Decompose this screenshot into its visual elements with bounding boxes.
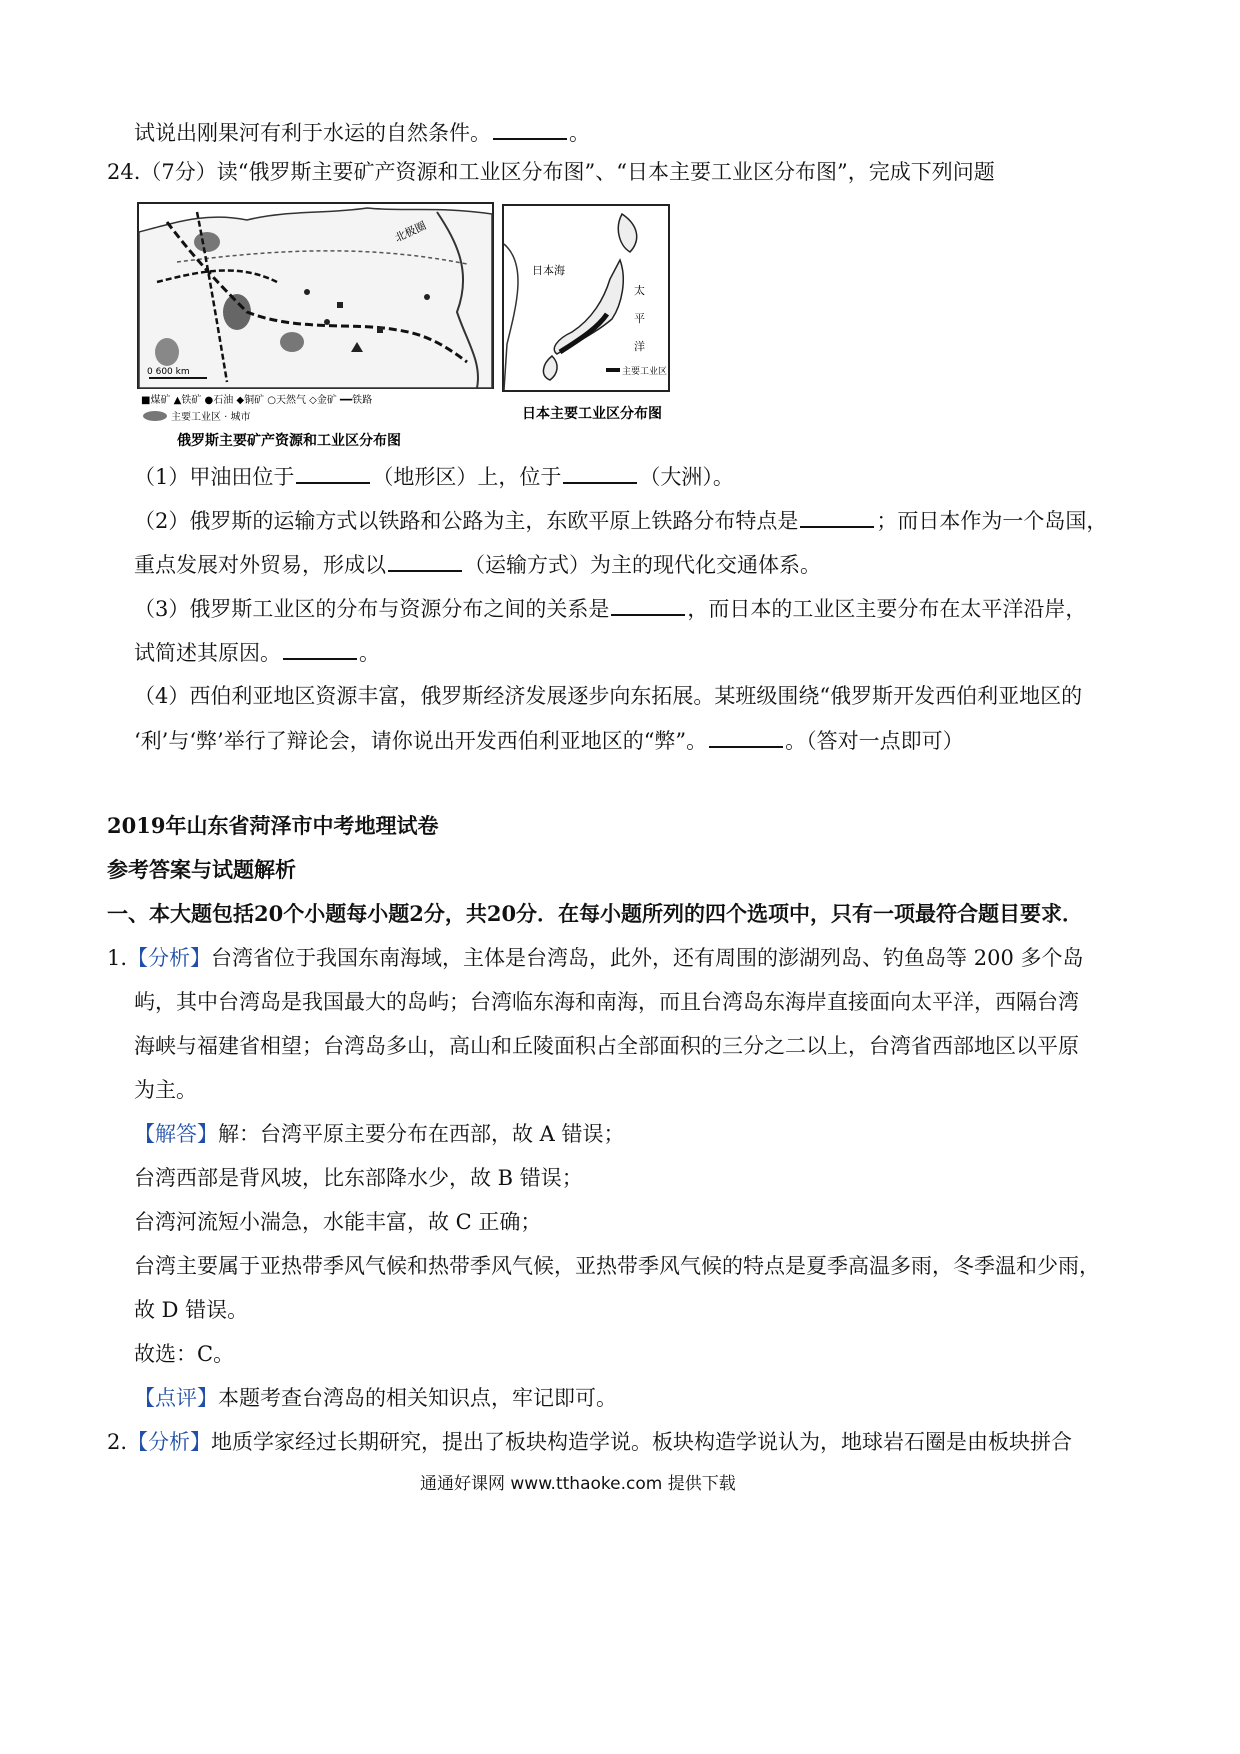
japan-map-caption: 日本主要工业区分布图 xyxy=(522,406,662,422)
answer-blank xyxy=(709,726,783,748)
russia-legend-line2: 主要工业区 · 城市 xyxy=(171,412,251,423)
answer-blank xyxy=(296,462,370,484)
russia-legend-line1: ■煤矿 ▲铁矿 ●石油 ◆铜矿 ○天然气 ◇金矿 ━━铁路 xyxy=(141,395,373,406)
q24-p4-line1: （4）西伯利亚地区资源丰富，俄罗斯经济发展逐步向东拓展。某班级围绕“俄罗斯开发西伯利亚地区的 xyxy=(134,684,1083,708)
answers-subtitle: 参考答案与试题解析 xyxy=(107,857,296,882)
q24-p4-text: ‘利’与‘弊’举行了辩论会，请你说出开发西伯利亚地区的“弊”。 xyxy=(134,729,708,753)
japan-map xyxy=(502,204,672,426)
analysis-tag: 【分析】 xyxy=(127,1430,212,1454)
analysis-tag: 【分析】 xyxy=(127,946,212,970)
russia-map xyxy=(137,202,494,452)
a1-solution-line4: 台湾主要属于亚热带季风气候和热带季风气候，亚热带季风气候的特点是夏季高温多雨，冬季温和少雨， xyxy=(134,1254,1100,1278)
q24-p4-line2 xyxy=(134,726,964,755)
industrial-region xyxy=(194,232,220,252)
answer-blank xyxy=(388,550,462,572)
a1-analysis-line3: 海峡与福建省相望；台湾岛多山，高山和丘陵面积占全部面积的三分之二以上，台湾省西部地区以平原 xyxy=(134,1034,1079,1058)
q24-p4-text: 。（答对一点即可） xyxy=(785,729,964,753)
answer-blank xyxy=(800,506,874,528)
ocean-char-3: 洋 xyxy=(634,340,645,353)
solution-text: 解：台湾平原主要分布在西部，故 A 错误； xyxy=(218,1122,625,1146)
answer-blank xyxy=(563,462,637,484)
q24-p3-text: （3）俄罗斯工业区的分布与资源分布之间的关系是 xyxy=(134,597,610,621)
arctic-label: 北极圈 xyxy=(392,218,429,245)
q24-p3-text: 试简述其原因。 xyxy=(134,641,281,665)
q24-p2-text: ；而日本作为一个岛国， xyxy=(876,509,1108,533)
q24-p1 xyxy=(134,462,734,491)
section-heading: 一、本大题包括20个小题每小题2分，共20分．在每小题所列的四个选项中，只有一项最符合题目要求． xyxy=(107,901,1084,926)
answer-blank xyxy=(611,594,685,616)
q24-p2-text: 重点发展对外贸易，形成以 xyxy=(134,553,386,577)
q24-p3-text: 。 xyxy=(359,641,380,665)
footer: 通通好课网 www.tthaoke.com 提供下载 xyxy=(420,1474,736,1494)
comment-text: 本题考查台湾岛的相关知识点，牢记即可。 xyxy=(218,1386,617,1410)
analysis-text: 台湾省位于我国东南海域，主体是台湾岛，此外，还有周围的澎湖列岛、钓鱼岛等 200 多个岛 xyxy=(211,946,1084,970)
answers-title: 2019年山东省菏泽市中考地理试卷 xyxy=(107,813,439,838)
q23-tail xyxy=(134,118,590,147)
q24-p3-line2 xyxy=(134,638,380,667)
answer-blank xyxy=(283,638,357,660)
a1-solution-line3: 台湾河流短小湍急，水能丰富，故 C 正确； xyxy=(134,1210,542,1234)
a1-solution-line2: 台湾西部是背风坡，比东部降水少，故 B 错误； xyxy=(134,1166,583,1190)
a1-analysis-line4: 为主。 xyxy=(134,1078,197,1102)
q24-p3-line1 xyxy=(134,594,1086,623)
scale-label: 0 600 km xyxy=(147,367,190,377)
a1-choice: 故选：C。 xyxy=(134,1342,235,1366)
q24-p2-line2 xyxy=(134,550,821,579)
q24-p1-text: （1）甲油田位于 xyxy=(134,465,295,489)
q24-p2-text: （2）俄罗斯的运输方式以铁路和公路为主，东欧平原上铁路分布特点是 xyxy=(134,509,799,533)
q24-p2-text: （运输方式）为主的现代化交通体系。 xyxy=(464,553,821,577)
a1-analysis-line2: 屿，其中台湾岛是我国最大的岛屿；台湾临东海和南海，而且台湾岛东海岸直接面向太平洋，西隔台湾 xyxy=(134,990,1079,1014)
ocean-char-2: 平 xyxy=(634,312,645,325)
q24-p2-line1 xyxy=(134,506,1107,535)
a1-analysis-line1 xyxy=(107,944,1083,972)
industrial-region xyxy=(280,332,304,352)
analysis-text: 地质学家经过长期研究，提出了板块构造学说。板块构造学说认为，地球岩石圈是由板块拼合 xyxy=(211,1430,1073,1454)
ocean-char-1: 太 xyxy=(634,284,645,297)
japan-sea-label: 日本海 xyxy=(532,264,565,277)
answer-blank xyxy=(493,118,567,140)
q24-p1-text: （地形区）上，位于 xyxy=(372,465,562,489)
q24-stem: 24.（7分）读“俄罗斯主要矿产资源和工业区分布图”、“日本主要工业区分布图”，完成下列问题 xyxy=(107,160,995,184)
industrial-region xyxy=(155,338,179,366)
solution-tag: 【解答】 xyxy=(134,1122,218,1146)
a1-comment xyxy=(134,1384,617,1412)
question-number: 2. xyxy=(107,1430,128,1454)
russia-map-caption: 俄罗斯主要矿产资源和工业区分布图 xyxy=(177,433,401,449)
a1-solution-line1 xyxy=(134,1120,625,1148)
q24-p3-text: ，而日本的工业区主要分布在太平洋沿岸， xyxy=(687,597,1087,621)
comment-tag: 【点评】 xyxy=(134,1386,218,1410)
japan-legend: 主要工业区 xyxy=(622,367,668,377)
q23-end: 。 xyxy=(569,121,590,145)
question-number: 1. xyxy=(107,946,128,970)
q23-text: 试说出刚果河有利于水运的自然条件。 xyxy=(134,121,491,145)
a1-solution-line5: 故 D 错误。 xyxy=(134,1298,249,1322)
a2-analysis-line1 xyxy=(107,1428,1072,1456)
q24-p1-text: （大洲）。 xyxy=(639,465,734,489)
